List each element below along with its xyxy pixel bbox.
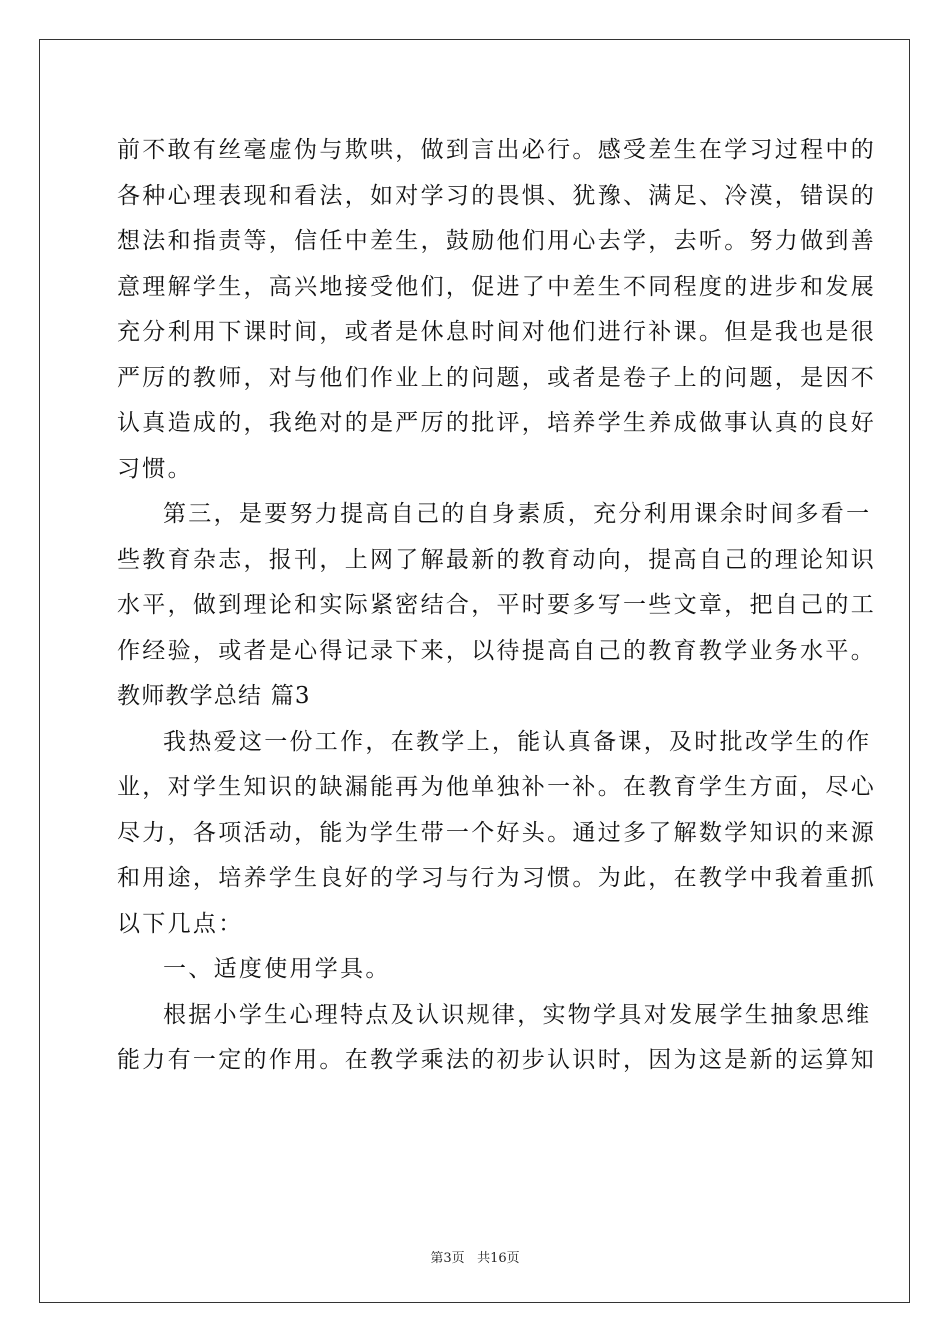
document-body [117, 128, 876, 1084]
text-line-14: 我热爱这一份工作，在教学上，能认真备课，及时批改学生的作 [163, 728, 872, 755]
text-line-17: 和用途，培养学生良好的学习与行为习惯。为此，在教学中我着重抓 [117, 865, 876, 891]
text-line-8: 习惯。 [117, 455, 193, 482]
page-footer [0, 1247, 950, 1266]
text-line-11: 水平，做到理论和实际紧密结合，平时要多写一些文章，把自己的工 [117, 592, 876, 618]
text-line-15: 业，对学生知识的缺漏能再为他单独补一补。在教育学生方面，尽心 [117, 774, 876, 800]
text-line-20: 根据小学生心理特点及认识规律，实物学具对发展学生抽象思维 [163, 1001, 872, 1028]
text-line-18: 以下几点： [117, 910, 244, 937]
text-line-2: 各种心理表现和看法，如对学习的畏惧、犹豫、满足、冷漠，错误的 [117, 182, 876, 209]
text-line-9: 第三，是要努力提高自己的自身素质，充分利用课余时间多看一 [163, 501, 872, 527]
text-line-16: 尽力，各项活动，能为学生带一个好头。通过多了解数学知识的来源 [117, 819, 876, 846]
text-line-7: 认真造成的，我绝对的是严厉的批评，培养学生养成做事认真的良好 [117, 410, 876, 436]
page-number: 第3页 [430, 1251, 465, 1266]
text-line-4: 意理解学生，高兴地接受他们，促进了中差生不同程度的进步和发展 [117, 273, 876, 300]
text-line-12: 作经验，或者是心得记录下来，以待提高自己的教育教学业务水平。 [117, 637, 876, 664]
text-line-19: 一、适度使用学具。 [163, 956, 391, 982]
text-line-1: 前不敢有丝毫虚伪与欺哄，做到言出必行。感受差生在学习过程中的 [117, 137, 876, 163]
text-line-10: 些教育杂志，报刊，上网了解最新的教育动向，提高自己的理论知识 [117, 546, 876, 573]
text-line-5: 充分利用下课时间，或者是休息时间对他们进行补课。但是我也是很 [117, 319, 876, 345]
text-line-6: 严厉的教师，对与他们作业上的问题，或者是卷子上的问题，是因不 [117, 364, 876, 391]
text-line-3: 想法和指责等，信任中差生，鼓励他们用心去学，去听。努力做到善 [117, 228, 876, 254]
page-total: 共16页 [477, 1251, 520, 1266]
section-heading: 教师教学总结 篇3 [117, 683, 311, 709]
text-line-21: 能力有一定的作用。在教学乘法的初步认识时，因为这是新的运算知 [117, 1047, 876, 1073]
